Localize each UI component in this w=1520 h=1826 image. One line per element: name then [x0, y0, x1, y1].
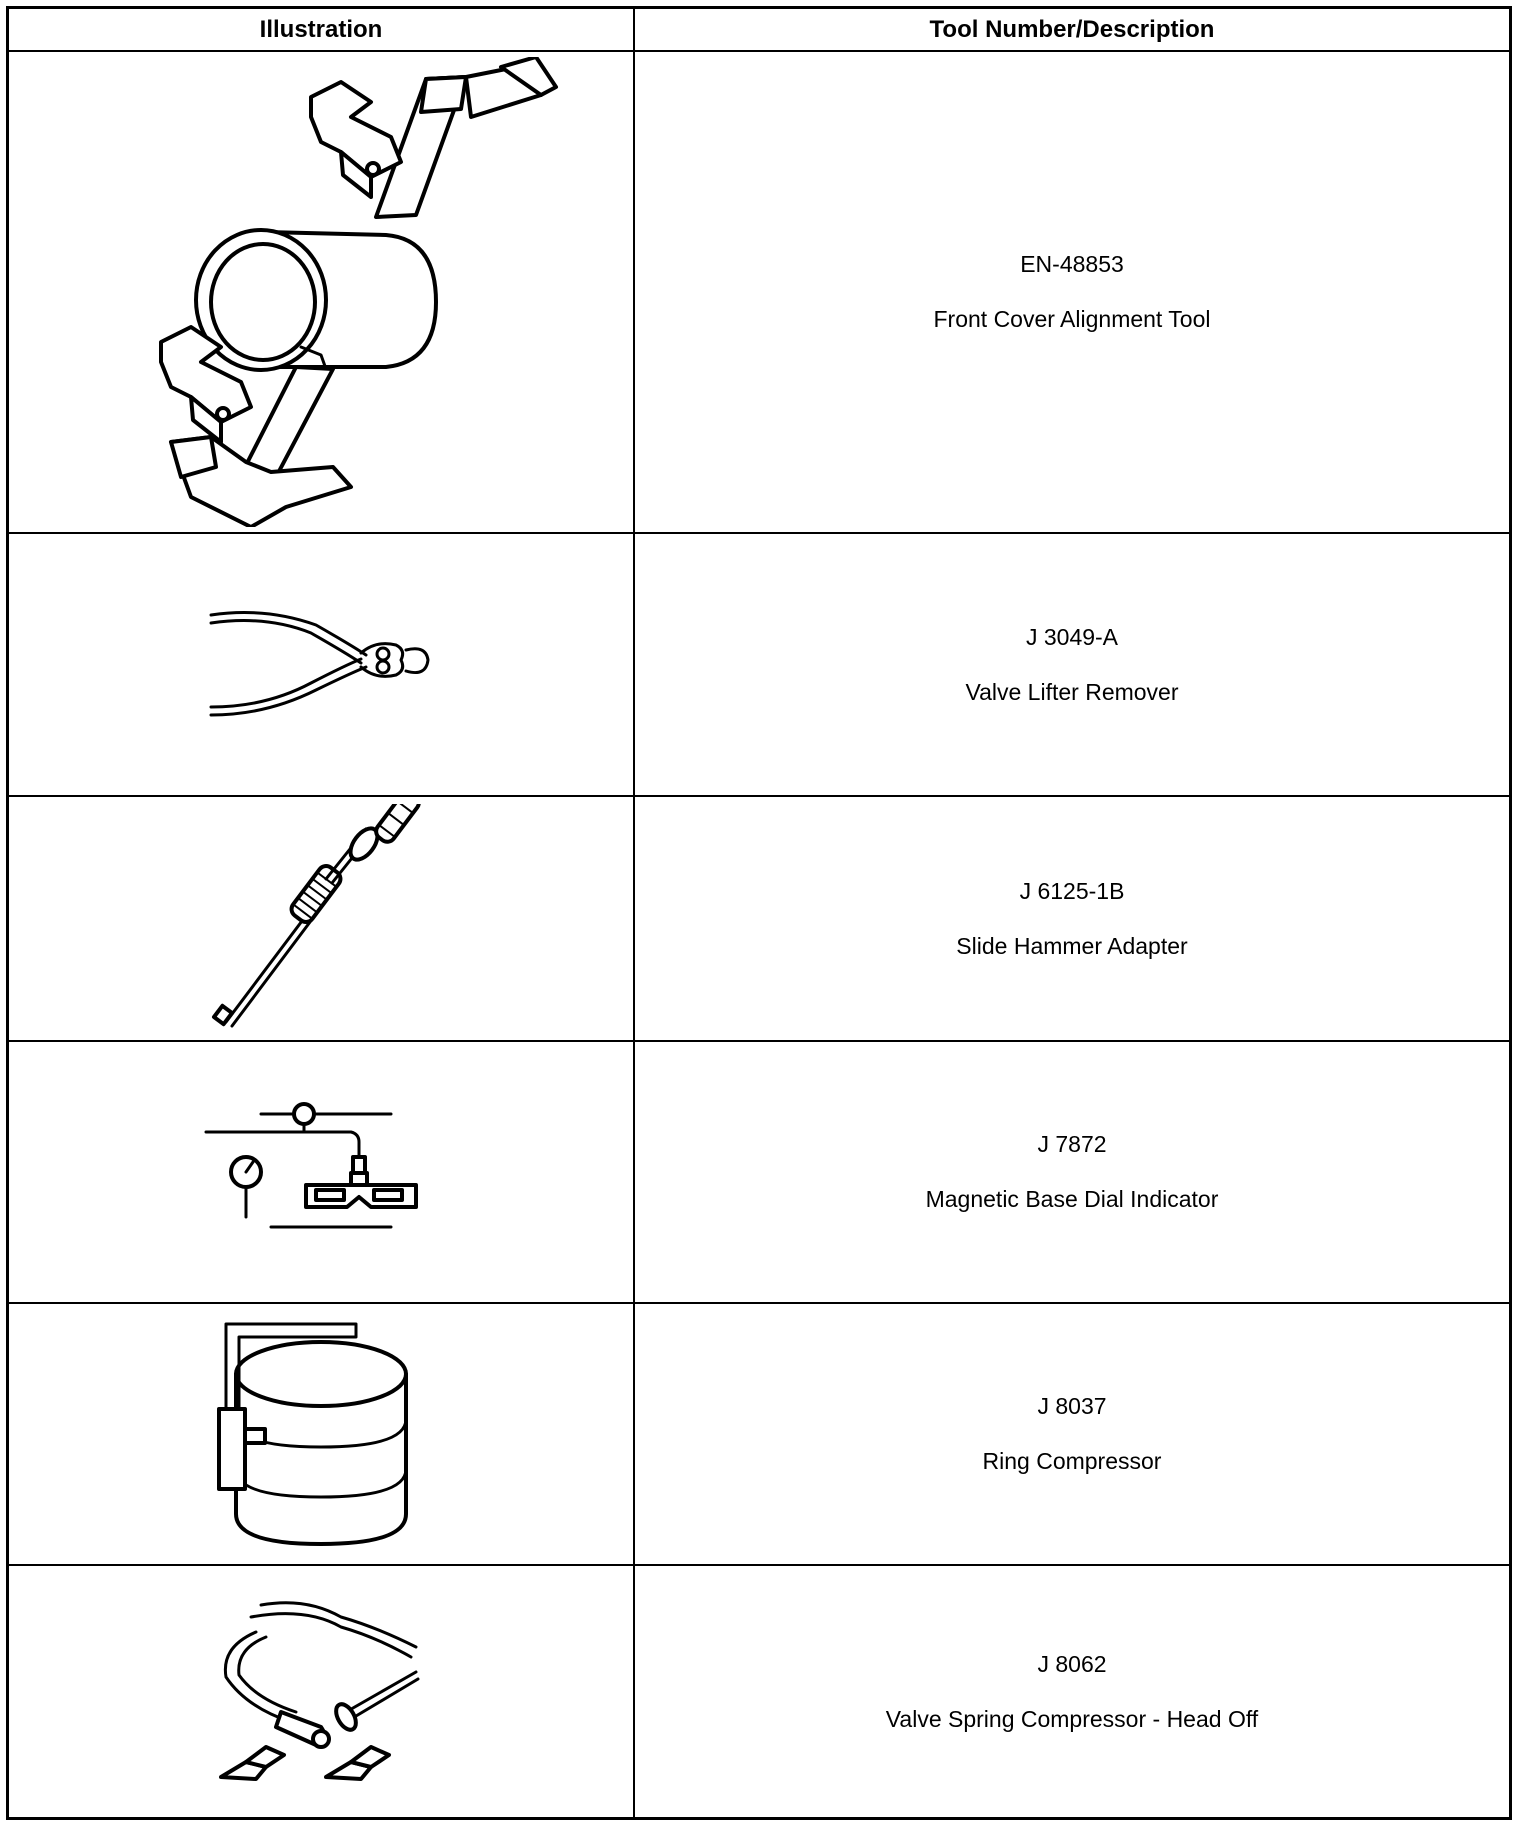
tool-description: Valve Lifter Remover [965, 678, 1179, 705]
tool-number: J 7872 [1037, 1131, 1107, 1157]
tool-cell [635, 797, 1509, 1040]
slide-hammer-adapter-icon [206, 804, 436, 1034]
tool-cell [635, 1304, 1509, 1564]
illustration-cell [9, 797, 633, 1040]
special-tools-table [6, 6, 1512, 1820]
illustration-cell [9, 1042, 633, 1302]
header-tool-number-description: Tool Number/Description [929, 15, 1215, 43]
tool-number: J 8037 [1037, 1393, 1107, 1419]
ring-compressor-icon [211, 1319, 431, 1549]
table-row [9, 1566, 1509, 1817]
tool-description: Valve Spring Compressor - Head Off [885, 1705, 1259, 1732]
tool-cell [635, 534, 1509, 795]
tool-number: J 6125-1B [1019, 877, 1125, 904]
tool-cell [635, 1042, 1509, 1302]
tool-description: Ring Compressor [982, 1448, 1162, 1474]
tool-description: Magnetic Base Dial Indicator [925, 1186, 1219, 1212]
front-cover-alignment-tool-icon [71, 57, 571, 527]
illustration-cell [9, 1566, 633, 1817]
tool-cell [635, 1566, 1509, 1817]
header-illustration: Illustration [259, 15, 383, 43]
tool-description: Front Cover Alignment Tool [933, 306, 1211, 332]
table-row [9, 1042, 1509, 1302]
tool-number: J 8062 [1037, 1650, 1107, 1677]
table-row [9, 534, 1509, 795]
tool-number: J 3049-A [1025, 623, 1119, 650]
illustration-cell [9, 534, 633, 795]
illustration-cell [9, 1304, 633, 1564]
tool-cell [635, 52, 1509, 532]
tool-description: Slide Hammer Adapter [956, 932, 1188, 959]
magnetic-base-dial-indicator-icon [201, 1102, 441, 1242]
tool-number: EN-48853 [1020, 251, 1124, 277]
table-row [9, 797, 1509, 1040]
table-row [9, 1304, 1509, 1564]
valve-spring-compressor-icon [206, 1597, 436, 1787]
valve-lifter-remover-icon [206, 605, 436, 725]
illustration-cell [9, 52, 633, 532]
table-row [9, 52, 1509, 532]
